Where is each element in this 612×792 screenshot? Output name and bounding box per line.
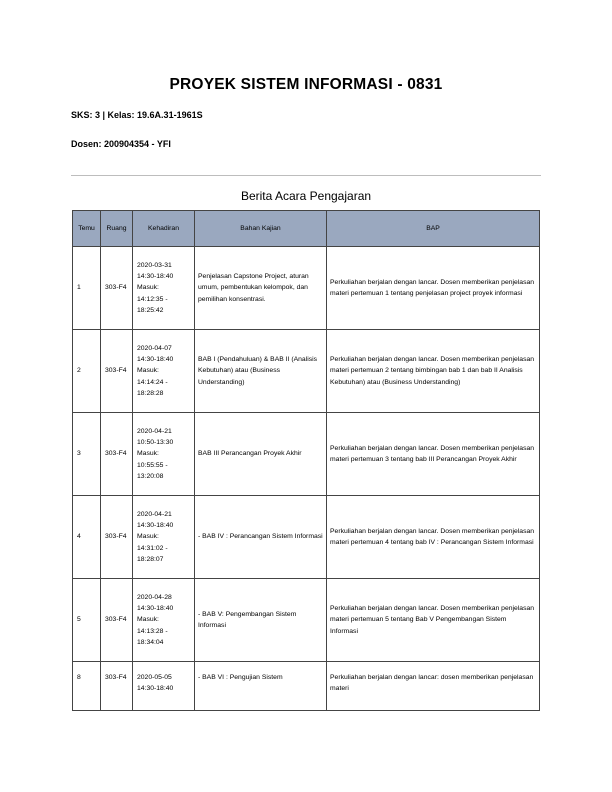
cell-ruang: 303-F4 (101, 662, 133, 711)
kehadiran-in: 14:14:24 - (137, 378, 168, 386)
cell-kehadiran (133, 330, 195, 413)
kehadiran-date: 2020-03-31 (137, 261, 172, 269)
table-row (73, 662, 540, 711)
cell-ruang: 303-F4 (101, 330, 133, 413)
header-bahan-kajian: Bahan Kajian (195, 211, 327, 247)
cell-temu: 8 (73, 662, 101, 711)
kehadiran-out: 18:28:28 (137, 389, 164, 397)
table-row (73, 330, 540, 413)
kehadiran-out: 18:25:42 (137, 306, 164, 314)
course-info: SKS: 3 | Kelas: 19.6A.31-1961S (71, 110, 203, 120)
header-kehadiran: Kehadiran (133, 211, 195, 247)
kehadiran-schedule: 14:30-18:40 (137, 605, 174, 613)
cell-temu: 3 (73, 413, 101, 496)
divider (71, 175, 541, 176)
cell-temu: 5 (73, 579, 101, 662)
kehadiran-label: Masuk: (137, 367, 159, 375)
cell-ruang: 303-F4 (101, 496, 133, 579)
kehadiran-in: 10:55:55 - (137, 461, 168, 469)
cell-kehadiran (133, 413, 195, 496)
table-row (73, 247, 540, 330)
kehadiran-out: 18:28:07 (137, 555, 164, 563)
cell-kehadiran (133, 662, 195, 711)
cell-bahan-kajian: BAB III Perancangan Proyek Akhir (195, 413, 327, 496)
kehadiran-schedule: 14:30-18:40 (137, 273, 174, 281)
cell-bahan-kajian: - BAB VI : Pengujian Sistem (195, 662, 327, 711)
cell-temu: 1 (73, 247, 101, 330)
kehadiran-in: 14:13:28 - (137, 627, 168, 635)
header-bap: BAP (327, 211, 540, 247)
cell-temu: 4 (73, 496, 101, 579)
cell-kehadiran (133, 579, 195, 662)
kehadiran-label: Masuk: (137, 450, 159, 458)
header-ruang: Ruang (101, 211, 133, 247)
cell-temu: 2 (73, 330, 101, 413)
kehadiran-date: 2020-04-21 (137, 510, 172, 518)
cell-bahan-kajian: Penjelasan Capstone Project, aturan umum, pembentukan kelompok, dan pemilihan konsentrasi. (195, 247, 327, 330)
kehadiran-date: 2020-04-07 (137, 344, 172, 352)
lecturer-info: Dosen: 200904354 - YFI (71, 139, 171, 149)
cell-bahan-kajian: BAB I (Pendahuluan) & BAB II (Analisis Kebutuhan) atau (Business Understanding) (195, 330, 327, 413)
kehadiran-date: 2020-05-05 (137, 674, 172, 681)
kehadiran-out: 13:20:08 (137, 472, 164, 480)
cell-ruang: 303-F4 (101, 413, 133, 496)
cell-kehadiran (133, 496, 195, 579)
header-temu: Temu (73, 211, 101, 247)
cell-kehadiran (133, 247, 195, 330)
cell-bap: Perkuliahan berjalan dengan lancar: dosen memberikan penjelasan materi (327, 662, 540, 711)
table-header-row (73, 211, 540, 247)
kehadiran-date: 2020-04-28 (137, 593, 172, 601)
bap-table (72, 210, 540, 711)
cell-bap: Perkuliahan berjalan dengan lancar. Dosen memberikan penjelasan materi pertemuan 5 tentang Bab V Pengembangan Sistem Informasi (327, 579, 540, 662)
cell-bahan-kajian: - BAB IV : Perancangan Sistem Informasi (195, 496, 327, 579)
page-title: PROYEK SISTEM INFORMASI - 0831 (169, 76, 443, 93)
cell-bap: Perkuliahan berjalan dengan lancar. Dosen memberikan penjelasan materi pertemuan 3 tentang bab III Perancangan Proyek Akhir (327, 413, 540, 496)
cell-ruang: 303-F4 (101, 579, 133, 662)
kehadiran-date: 2020-04-21 (137, 427, 172, 435)
kehadiran-label: Masuk: (137, 284, 159, 292)
table-row (73, 413, 540, 496)
kehadiran-schedule: 14:30-18:40 (137, 522, 174, 530)
cell-ruang: 303-F4 (101, 247, 133, 330)
cell-bap: Perkuliahan berjalan dengan lancar. Dosen memberikan penjelasan materi pertemuan 2 tentang bimbingan bab 1 dan bab II Analisis Kebutuhan) atau (Business Understanding) (327, 330, 540, 413)
cell-bap: Perkuliahan berjalan dengan lancar. Dosen memberikan penjelasan materi pertemuan 4 tentang bab IV : Perancangan Sistem Informasi (327, 496, 540, 579)
kehadiran-schedule: 14:30-18:40 (137, 685, 174, 693)
kehadiran-out: 18:34:04 (137, 638, 164, 646)
section-title: Berita Acara Pengajaran (240, 189, 372, 203)
kehadiran-schedule: 10:50-13:30 (137, 439, 174, 447)
table-row (73, 496, 540, 579)
kehadiran-in: 14:12:35 - (137, 295, 168, 303)
kehadiran-label: Masuk: (137, 533, 159, 541)
kehadiran-label: Masuk: (137, 616, 159, 624)
kehadiran-in: 14:31:02 - (137, 544, 168, 552)
kehadiran-schedule: 14:30-18:40 (137, 356, 174, 364)
cell-bap: Perkuliahan berjalan dengan lancar. Dosen memberikan penjelasan materi pertemuan 1 tentang penjelasan project proyek informasi (327, 247, 540, 330)
table-row (73, 579, 540, 662)
cell-bahan-kajian: - BAB V: Pengembangan Sistem Informasi (195, 579, 327, 662)
